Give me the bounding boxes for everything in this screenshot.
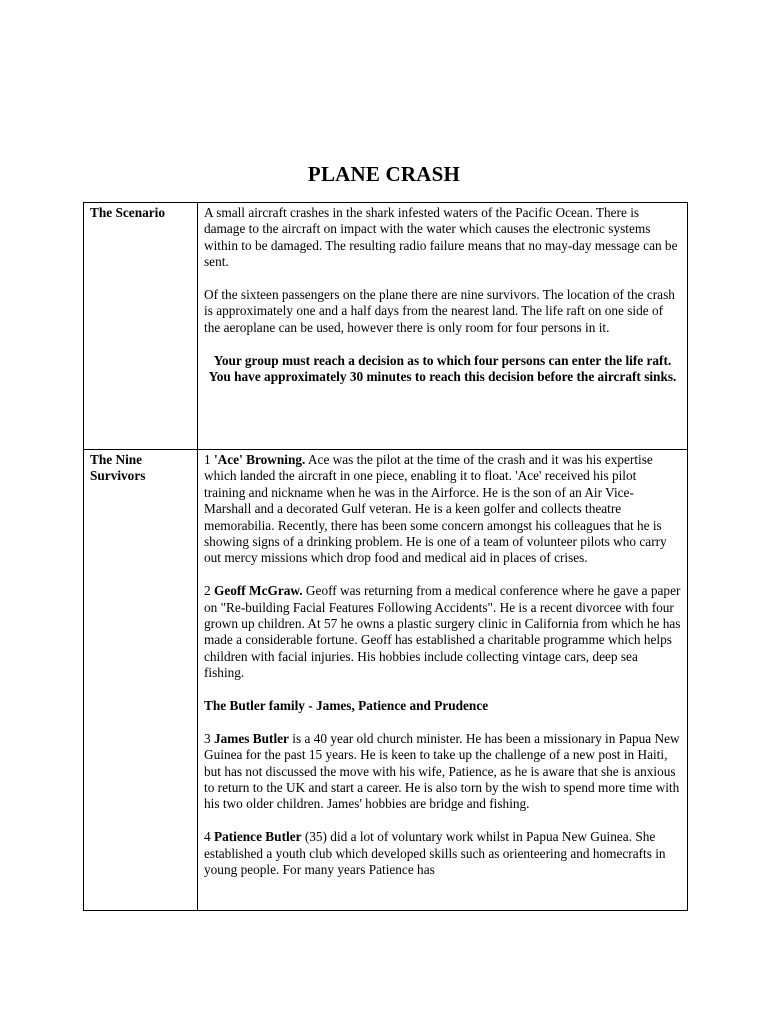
survivor-1 [204, 452, 681, 567]
document-title: PLANE CRASH [307, 162, 461, 186]
survivor-4-description: (35) did a lot of voluntary work whilst in Papua New Guinea. She established a youth club which developed skills such as orienteering and homecrafts in young people. For many years Patience has [204, 829, 666, 878]
survivor-4 [204, 829, 681, 878]
scenario-paragraph-2: Of the sixteen passengers on the plane there are nine survivors. The location of the crash is approximately one and a half days from the nearest land. The life raft on one side of the aeroplane can be used, however there is only room for four persons in it. [204, 287, 675, 335]
scenario-instruction: Your group must reach a decision as to which four persons can enter the life raft. You have approximately 30 minutes to reach this decision before the aircraft sinks. [208, 352, 677, 385]
survivor-2-description: Geoff was returning from a medical conference where he gave a paper on "Re-building Facial Features Following Accidents". He is a recent divorcee with four grown up children. At 57 he owns a plastic surgery clinic in California from which he has made a considerable fortune. Geoff has established a charitable programme which helps children with facial injuries. His hobbies include collecting vintage cars, deep sea fishing. [204, 583, 681, 681]
scenario-row [84, 203, 688, 450]
scenario-content [198, 203, 688, 450]
survivor-3-name: James Butler [213, 730, 289, 746]
survivor-2 [204, 583, 681, 681]
survivor-4-name: Patience Butler [213, 829, 302, 845]
survivor-2-number: 2 [204, 583, 214, 599]
survivor-3-description: is a 40 year old church minister. He has been a missionary in Papua New Guinea for the past 15 years. He is keen to take up the challenge of a new post in Haiti, but has not discussed the move with his wife, Patience, as he is aware that she is anxious to return to the UK and start a career. He is also torn by the wish to spend more time with his two older children. James' hobbies are bridge and fishing. [204, 730, 680, 812]
scenario-paragraph-1: A small aircraft crashes in the shark infested waters of the Pacific Ocean. There is damage to the aircraft on impact with the water which causes the electronic systems within to be damaged. The resulting radio failure means that no may-day message can be sent. [204, 205, 678, 270]
survivor-3 [204, 731, 681, 813]
survivors-row [84, 450, 688, 911]
survivor-2-name: Geoff McGraw. [213, 583, 303, 599]
survivors-content [198, 450, 688, 911]
content-table [83, 202, 688, 911]
survivor-3-number: 3 [204, 730, 214, 746]
butler-family-heading: The Butler family - James, Patience and Prudence [204, 698, 489, 714]
survivor-1-name: 'Ace' Browning. [213, 452, 306, 467]
survivors-label: The Nine Survivors [84, 450, 198, 911]
survivor-1-description: Ace was the pilot at the time of the crash and it was his expertise which landed the aircraft in one piece, enabling it to float. 'Ace' received his pilot training and nickname when he was in the Airforce. He is the son of an Air Vice-Marshall and a decorated Gulf veteran. He is a keen golfer and collects theatre memorabilia. Recently, there has been some concern amongst his colleagues that he is showing signs of a drinking problem. He is one of a team of volunteer pilots who carry out mercy missions which drop food and medical aid in places of crises. [204, 452, 667, 566]
survivor-1-number: 1 [204, 452, 214, 467]
survivor-4-number: 4 [204, 829, 214, 845]
scenario-label: The Scenario [84, 203, 198, 450]
